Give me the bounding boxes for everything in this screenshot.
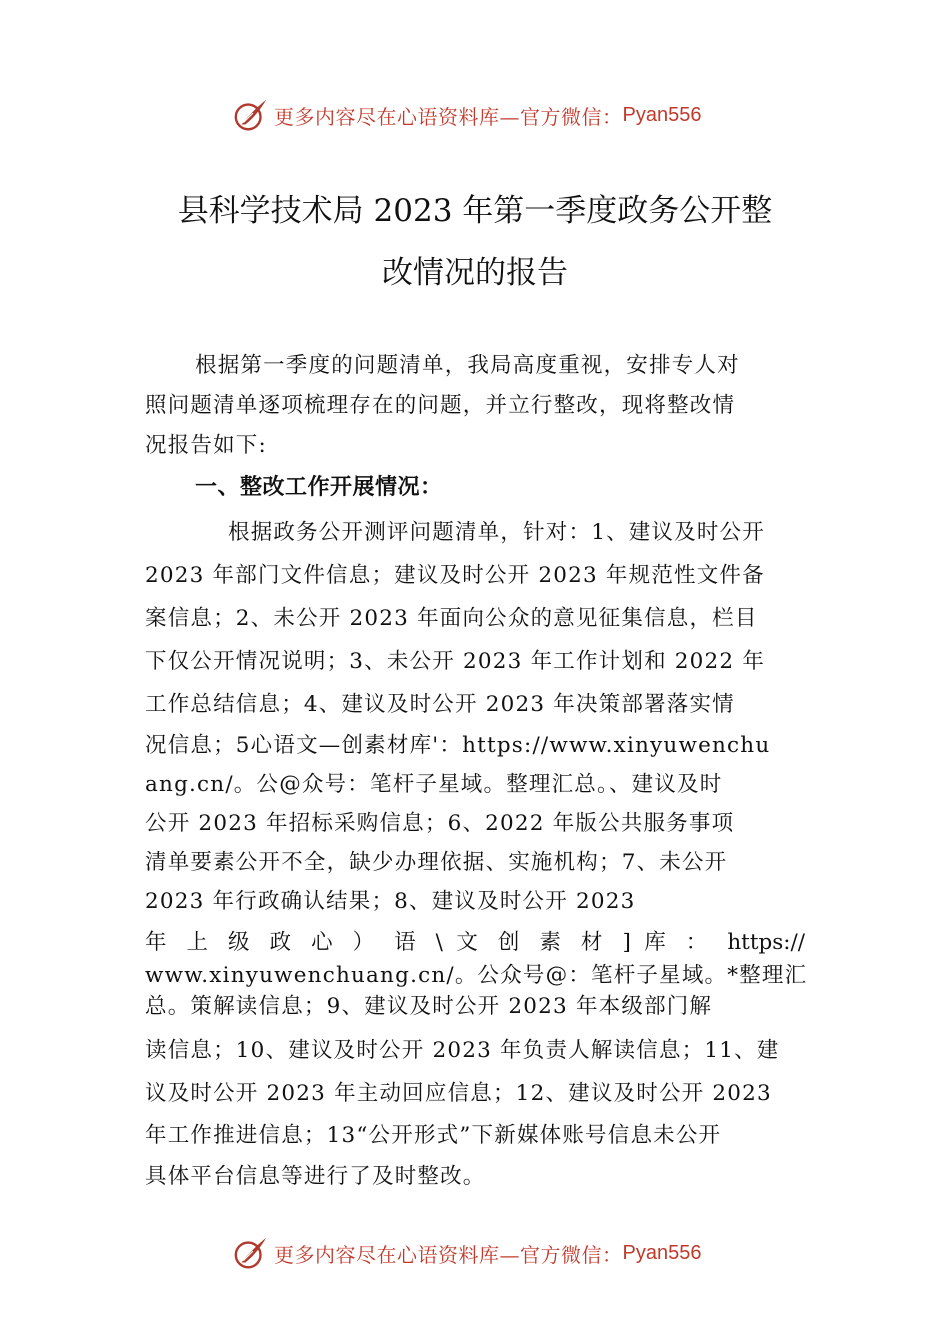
title-line-2: 改情况的报告: [382, 255, 568, 291]
body-line: 况报告如下:: [145, 433, 267, 458]
body-line: 公开 2023 年招标采购信息；6、2022 年版公共服务事项: [145, 811, 735, 836]
watermark-wechat-id: Pyan556: [622, 1241, 702, 1264]
watermark-banner-bottom: [232, 1233, 701, 1273]
body-line: 议及时公开 2023 年主动回应信息；12、建议及时公开 2023: [145, 1081, 772, 1106]
quill-logo-icon: [232, 96, 270, 134]
body-line: 年 上 级 政 心 ） 语 \ 文 创 素 材 ] 库 ： https://: [145, 930, 805, 955]
watermark-text: 更多内容尽在心语资料库—官方微信：: [274, 104, 623, 129]
quill-logo-icon: [232, 1234, 270, 1272]
body-line: www.xinyuwenchuang.cn/。公众号@：笔杆子星域。*整理汇: [145, 963, 808, 988]
body-line: 况信息；5心语文—创素材库'：https://www.xinyuwenchu: [145, 733, 771, 758]
body-line: 总。策解读信息；9、建议及时公开 2023 年本级部门解: [145, 994, 713, 1019]
body-line: 案信息；2、未公开 2023 年面向公众的意见征集信息，栏目: [145, 606, 758, 631]
body-line: 2023 年行政确认结果；8、建议及时公开 2023: [145, 889, 636, 914]
body-line: 根据政务公开测评问题清单，针对：1、建议及时公开: [228, 520, 765, 545]
watermark-wechat-id: Pyan556: [622, 103, 702, 126]
body-line: 清单要素公开不全，缺少办理依据、实施机构；7、未公开: [145, 850, 728, 875]
body-line: 根据第一季度的问题清单，我局高度重视，安排专人对: [195, 353, 740, 378]
body-line: 照问题清单逐项梳理存在的问题，并立行整改，现将整改情: [145, 393, 736, 418]
body-line: 读信息；10、建议及时公开 2023 年负责人解读信息；11、建: [145, 1038, 780, 1063]
watermark-text: 更多内容尽在心语资料库—官方微信：: [274, 1242, 623, 1267]
body-line: 年工作推进信息；13“公开形式”下新媒体账号信息未公开: [145, 1123, 722, 1148]
body-line: 下仅公开情况说明；3、未公开 2023 年工作计划和 2022 年: [145, 649, 766, 674]
section-heading: 一、整改工作开展情况：: [195, 475, 443, 500]
body-line: 工作总结信息；4、建议及时公开 2023 年决策部署落实情: [145, 692, 735, 717]
title-line-1: 县科学技术局 2023 年第一季度政务公开整: [177, 193, 773, 229]
document-title: [100, 180, 850, 304]
watermark-banner-top: [232, 95, 701, 135]
body-line: 具体平台信息等进行了及时整改。: [145, 1164, 486, 1189]
body-line: ang.cn/。公@众号：笔杆子星域。整理汇总。、建议及时: [145, 772, 723, 797]
body-line: 2023 年部门文件信息；建议及时公开 2023 年规范性文件备: [145, 563, 765, 588]
